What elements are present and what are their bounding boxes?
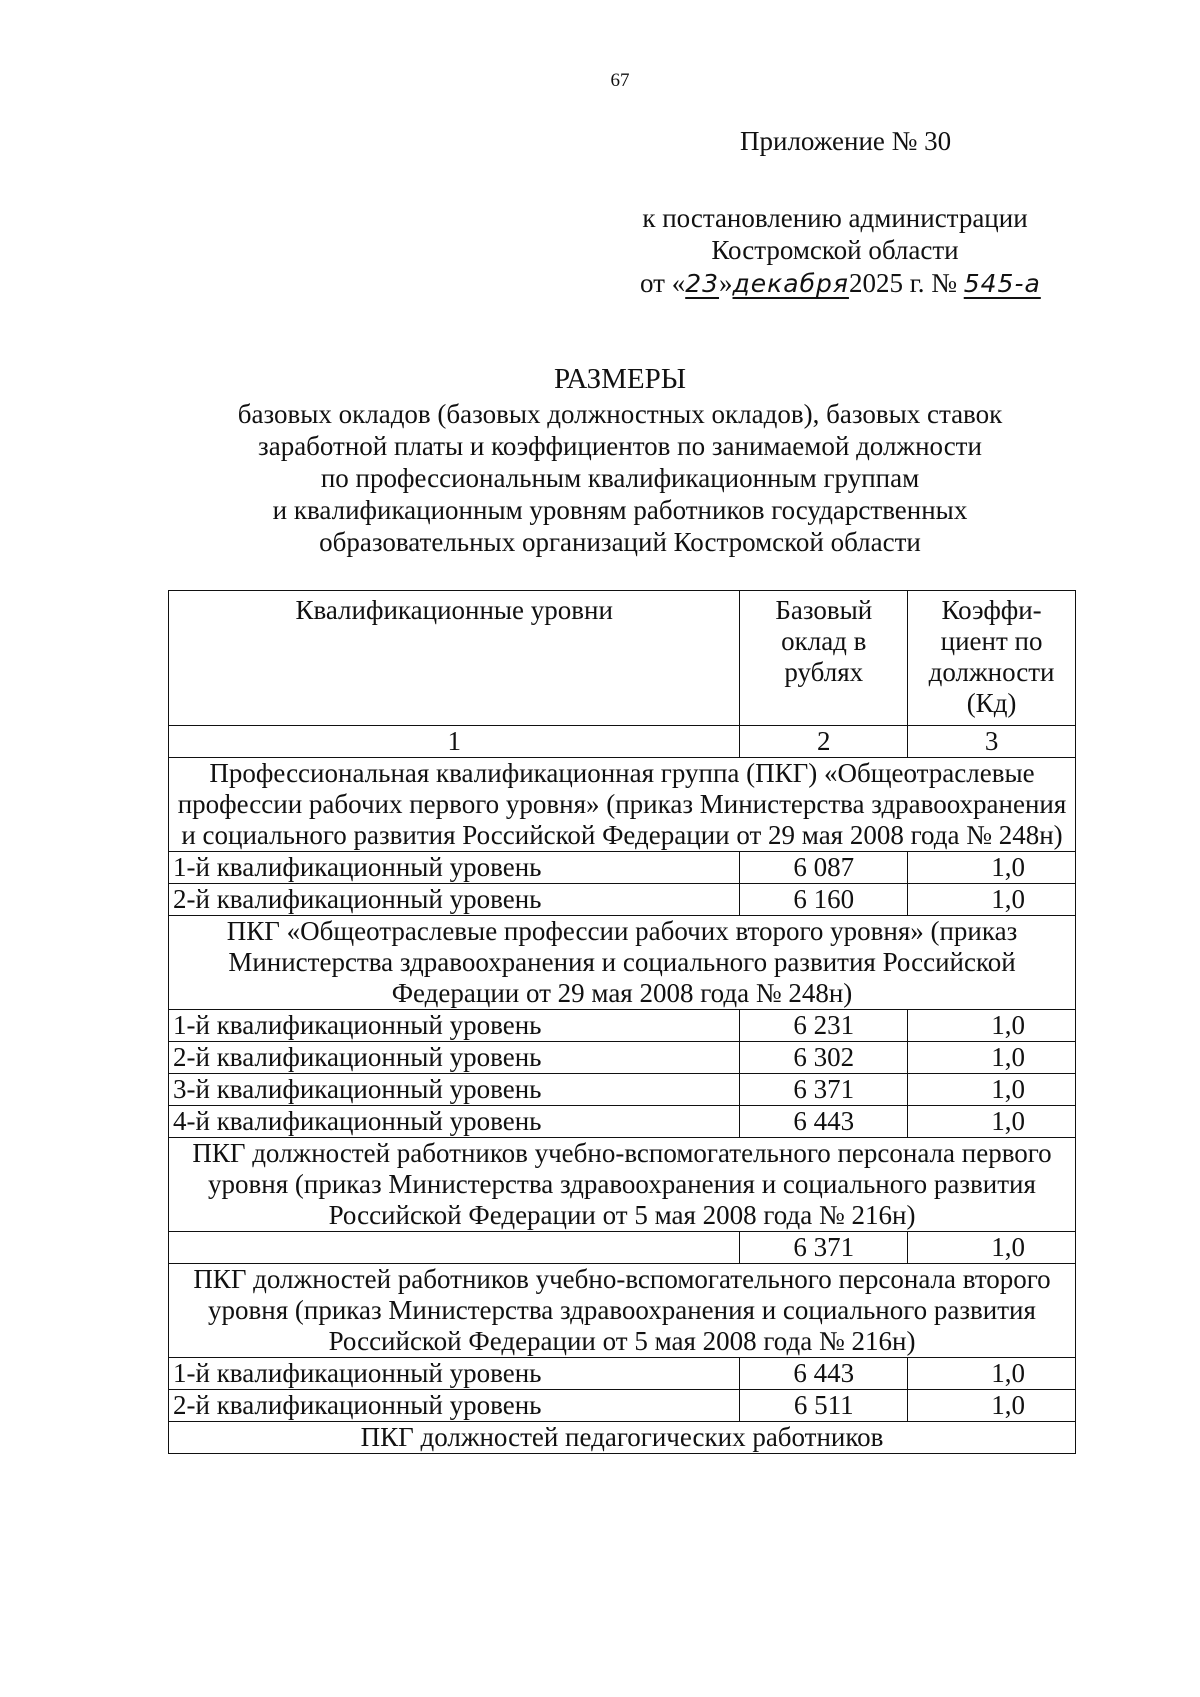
table-row: [169, 1106, 1076, 1138]
table-row: [169, 852, 1076, 884]
group-header-row: [169, 1264, 1076, 1358]
decree-line-2: Костромской области: [711, 235, 959, 265]
coefficient-cell: 1,0: [908, 1010, 1076, 1042]
salary-cell: 6 087: [740, 852, 908, 884]
salary-cell: 6 371: [740, 1232, 908, 1264]
coefficient-cell: 1,0: [908, 1358, 1076, 1390]
coefficient-cell: 1,0: [908, 1074, 1076, 1106]
subtitle-line: базовых окладов (базовых должностных окладов), базовых ставок: [237, 399, 1003, 429]
salary-cell: 6 160: [740, 884, 908, 916]
header-levels: Квалификационные уровни: [169, 591, 740, 726]
decree-number: 545-а: [963, 269, 1041, 298]
coefficient-cell: 1,0: [908, 852, 1076, 884]
level-cell: 2-й квалификационный уровень: [169, 884, 740, 916]
group-title: ПКГ должностей работников учебно-вспомогательного персонала второго уровня (приказ Министерства здравоохранения и социального развития Российской Федерации от 5 мая 2008 года № 216н): [169, 1264, 1076, 1358]
level-cell: [169, 1232, 740, 1264]
group-header-row: [169, 1422, 1076, 1454]
salary-cell: 6 443: [740, 1106, 908, 1138]
decree-reference: [590, 202, 1080, 266]
salary-cell: 6 302: [740, 1042, 908, 1074]
decree-mid: »: [719, 268, 733, 298]
group-header-row: [169, 1138, 1076, 1232]
document-subtitle: [160, 398, 1080, 558]
table-row: [169, 884, 1076, 916]
level-cell: 1-й квалификационный уровень: [169, 1358, 740, 1390]
level-cell: 2-й квалификационный уровень: [169, 1390, 740, 1422]
decree-month: декабря: [732, 269, 849, 298]
group-title: ПКГ «Общеотраслевые профессии рабочих второго уровня» (приказ Министерства здравоохранения и социального развития Российской Федерации от 29 мая 2008 года № 248н): [169, 916, 1076, 1010]
appendix-title: Приложение № 30: [740, 126, 952, 156]
column-number: 2: [740, 726, 908, 758]
level-cell: 3-й квалификационный уровень: [169, 1074, 740, 1106]
group-title: Профессиональная квалификационная группа (ПКГ) «Общеотраслевые профессии рабочих первого уровня» (приказ Министерства здравоохранения и социального развития Российской Федерации от 29 мая 2008 года № 248н): [169, 758, 1076, 852]
level-cell: 4-й квалификационный уровень: [169, 1106, 740, 1138]
column-number-row: [169, 726, 1076, 758]
salary-table: [168, 590, 1076, 1454]
salary-cell: 6 371: [740, 1074, 908, 1106]
coefficient-cell: 1,0: [908, 1042, 1076, 1074]
decree-prefix: от «: [640, 268, 686, 298]
subtitle-line: образовательных организаций Костромской области: [319, 527, 921, 557]
column-number: 1: [169, 726, 740, 758]
salary-cell: 6 231: [740, 1010, 908, 1042]
table-row: [169, 1042, 1076, 1074]
coefficient-cell: 1,0: [908, 1106, 1076, 1138]
table-body: [169, 726, 1076, 1454]
subtitle-line: заработной платы и коэффициентов по занимаемой должности: [258, 431, 982, 461]
group-title: ПКГ должностей педагогических работников: [169, 1422, 1076, 1454]
level-cell: 1-й квалификационный уровень: [169, 1010, 740, 1042]
decree-date-line: [640, 268, 1041, 299]
table-row: [169, 1010, 1076, 1042]
header-coefficient: Коэффи-циент по должности (Кд): [908, 591, 1076, 726]
decree-line-1: к постановлению администрации: [642, 203, 1028, 233]
group-header-row: [169, 916, 1076, 1010]
subtitle-line: и квалификационным уровням работников государственных: [272, 495, 968, 525]
salary-cell: 6 443: [740, 1358, 908, 1390]
table-row: [169, 1358, 1076, 1390]
level-cell: 2-й квалификационный уровень: [169, 1042, 740, 1074]
decree-year: 2025 г. №: [848, 268, 957, 298]
page-number: 67: [610, 70, 630, 91]
level-cell: 1-й квалификационный уровень: [169, 852, 740, 884]
coefficient-cell: 1,0: [908, 1232, 1076, 1264]
salary-cell: 6 511: [740, 1390, 908, 1422]
column-number: 3: [908, 726, 1076, 758]
document-title: РАЗМЕРЫ: [553, 363, 687, 395]
table-header-row: [169, 591, 1076, 726]
coefficient-cell: 1,0: [908, 1390, 1076, 1422]
table-row: [169, 1074, 1076, 1106]
subtitle-line: по профессиональным квалификационным группам: [320, 463, 920, 493]
table-row: [169, 1390, 1076, 1422]
decree-day: 23: [685, 269, 720, 298]
group-title: ПКГ должностей работников учебно-вспомогательного персонала первого уровня (приказ Министерства здравоохранения и социального развития Российской Федерации от 5 мая 2008 года № 216н): [169, 1138, 1076, 1232]
group-header-row: [169, 758, 1076, 852]
table-row: [169, 1232, 1076, 1264]
coefficient-cell: 1,0: [908, 884, 1076, 916]
header-salary: Базовый оклад в рублях: [740, 591, 908, 726]
